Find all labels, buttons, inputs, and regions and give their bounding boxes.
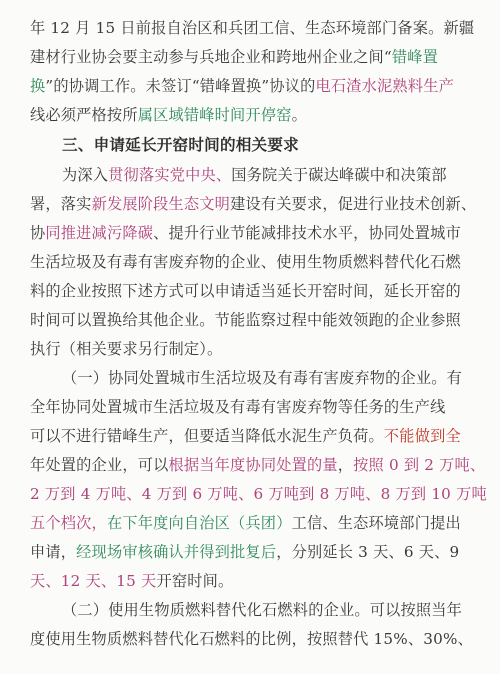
highlighted-text: 不能做到全 xyxy=(383,427,461,445)
text-line xyxy=(30,335,472,364)
text-run: 开窑时间。 xyxy=(156,572,234,590)
text-run: 执行（相关要求另行制定）。 xyxy=(30,340,223,358)
text-run: 度使用生物质燃料替代化石燃料的比例，按照替代 15%、30%、 xyxy=(30,630,474,648)
paragraph-2 xyxy=(30,161,477,364)
text-line xyxy=(30,509,472,538)
text-run: 料的企业按照下述方式可以申请适当延长开窑时间，延长开窑的 xyxy=(30,282,461,300)
highlighted-text: 贯彻落实党中央、 xyxy=(108,166,232,184)
text-run: 生活垃圾及有毒有害废弃物的企业、使用生物质燃料替代化石燃 xyxy=(30,253,461,271)
text-run: 为深入 xyxy=(62,166,109,184)
highlighted-text: 新发展阶段生态文明 xyxy=(91,195,231,213)
text-run: 时间可以置换给其他企业。节能监察过程中能效领跑的企业参照 xyxy=(30,311,461,329)
text-run: ，分别延长 3 天、6 天、9 xyxy=(276,543,460,561)
highlighted-text: 换 xyxy=(30,77,46,95)
highlighted-text: 五个档次， xyxy=(30,514,107,532)
text-line xyxy=(30,248,472,277)
text-run: 申请， xyxy=(30,543,77,561)
highlighted-text: 根据当年度协同处置的量 xyxy=(168,456,338,474)
highlighted-text: 天、12 天、15 天 xyxy=(30,572,157,590)
text-line xyxy=(30,364,472,393)
text-line xyxy=(30,567,472,596)
text-line xyxy=(30,219,472,248)
text-line xyxy=(30,625,472,654)
text-line xyxy=(30,14,475,43)
highlighted-text: 2 万到 4 万吨、4 万到 6 万吨、6 万吨到 8 万吨、8 万到 10 万吨 xyxy=(30,485,487,503)
highlighted-text: 属区域错峰时间开停窑 xyxy=(137,106,292,124)
text-line xyxy=(30,161,472,190)
text-run: 署，落实 xyxy=(30,195,92,213)
text-run: 年处置的企业，可以 xyxy=(30,456,169,474)
text-line xyxy=(30,393,472,422)
highlighted-text: 在下年度向自治区（兵团） xyxy=(106,514,292,532)
highlighted-text: 经现场审核确认并得到批复后 xyxy=(76,543,277,561)
highlighted-text: 按照 0 到 2 万吨、 xyxy=(353,456,486,474)
text-run: 可以不进行错峰生产，但要适当降低水泥生产负荷。 xyxy=(30,427,384,445)
text-run: 线必须严格按所 xyxy=(30,106,138,124)
text-line xyxy=(30,480,487,509)
text-line xyxy=(30,43,472,72)
text-line xyxy=(30,422,472,451)
text-run: 建设有关要求，促进行业技术创新、 xyxy=(230,195,477,213)
paragraph-3 xyxy=(30,364,487,596)
text-run: 年 12 月 15 日前报自治区和兵团工信、生态环境部门备案。新疆 xyxy=(30,19,475,37)
text-run: 国务院关于碳达峰碳中和决策部 xyxy=(231,166,447,184)
text-line xyxy=(30,538,472,567)
text-line xyxy=(30,451,486,480)
text-line xyxy=(30,101,472,130)
paragraph-1 xyxy=(30,14,475,130)
text-run: ， xyxy=(337,456,354,474)
highlighted-text: 同推进减污降碳 xyxy=(45,224,154,242)
text-run: ”的协调工作。未签订“错峰置换”协议的 xyxy=(45,77,316,95)
text-run: 、提升行业节能减排技术水平，协同处置城市 xyxy=(153,224,461,242)
text-line xyxy=(30,72,472,101)
text-run: 工信、生态环境部门提出 xyxy=(291,514,461,532)
section-heading: 三、申请延长开窑时间的相关要求 xyxy=(62,136,299,154)
text-run: 全年协同处置城市生活垃圾及有毒有害废弃物等任务的生产线 xyxy=(30,398,446,416)
text-line xyxy=(30,277,472,306)
paragraph-4 xyxy=(30,596,472,654)
text-run: （二）使用生物质燃料替代化石燃料的企业。可以按照当年 xyxy=(62,601,463,619)
text-run: 。 xyxy=(291,106,307,124)
text-line xyxy=(30,306,472,335)
highlighted-text: 电石渣水泥熟料生产 xyxy=(315,77,454,95)
text-run: 协 xyxy=(30,224,46,242)
highlighted-text: 错峰置 xyxy=(391,48,439,66)
text-run: 建材行业协会要主动参与兵地企业和跨地州企业之间“ xyxy=(30,48,392,66)
text-line xyxy=(30,190,477,219)
text-run: （一）协同处置城市生活垃圾及有毒有害废弃物的企业。有 xyxy=(62,369,463,387)
text-line xyxy=(30,596,472,625)
